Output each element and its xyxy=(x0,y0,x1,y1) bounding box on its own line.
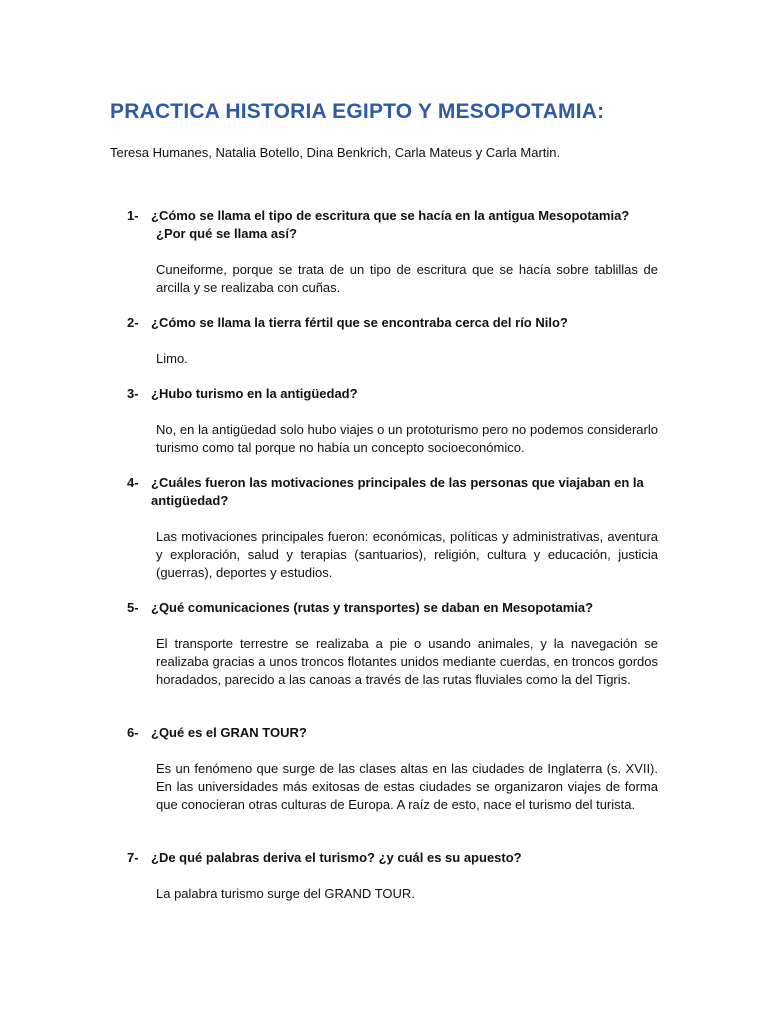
question-number: 2- xyxy=(127,315,139,330)
question-number: 5- xyxy=(127,600,139,615)
answer-3: No, en la antigüedad solo hubo viajes o un prototurismo pero no podemos considerarlo turismo como tal porque no había un concepto socioeconómico. xyxy=(156,422,658,455)
answer-7: La palabra turismo surge del GRAND TOUR. xyxy=(156,886,415,901)
question-number: 6- xyxy=(127,725,139,740)
answer-1: Cuneiforme, porque se trata de un tipo de escritura que se hacía sobre tablillas de arcilla y se realizaba con cuñas. xyxy=(156,262,658,295)
document-title: PRACTICA HISTORIA EGIPTO Y MESOPOTAMIA: xyxy=(110,100,605,123)
question-number: 7- xyxy=(127,850,139,865)
question-text: ¿Cómo se llama el tipo de escritura que se hacía en la antigua Mesopotamia? xyxy=(151,208,630,223)
question-number: 1- xyxy=(127,208,139,223)
answer-5: El transporte terrestre se realizaba a pie o usando animales, y la navegación se realizaba gracias a unos troncos flotantes unidos mediante cuerdas, en troncos gordos horadados, parecido a las canoas a través de las rutas fluviales como la del Tigris. xyxy=(156,636,658,687)
question-text: ¿Qué es el GRAN TOUR? xyxy=(151,725,307,740)
question-text: ¿Hubo turismo en la antigüedad? xyxy=(151,386,358,401)
answer-2: Limo. xyxy=(156,351,188,366)
question-text: ¿Qué comunicaciones (rutas y transportes) se daban en Mesopotamia? xyxy=(151,600,594,615)
question-text: ¿Cómo se llama la tierra fértil que se encontraba cerca del río Nilo? xyxy=(151,315,568,330)
question-number: 4- xyxy=(127,475,139,490)
answer-4: Las motivaciones principales fueron: económicas, políticas y administrativas, aventura y exploración, salud y terapias (santuarios), religión, cultura y educación, justicia (guerras), deportes y estudios. xyxy=(156,529,658,580)
question-text: ¿Cuáles fueron las motivaciones principales de las personas que viajaban en la xyxy=(151,475,644,490)
answer-6: Es un fenómeno que surge de las clases altas en las ciudades de Inglaterra (s. XVII). En las universidades más exitosas de estas ciudades se organizaron viajes de forma que conocieran otras culturas de Europa. A raíz de esto, nace el turismo del turista. xyxy=(156,761,658,812)
question-number: 3- xyxy=(127,386,139,401)
question-text-continued: ¿Por qué se llama así? xyxy=(156,226,297,241)
question-text-continued: antigüedad? xyxy=(151,493,229,508)
authors-line: Teresa Humanes, Natalia Botello, Dina Benkrich, Carla Mateus y Carla Martin. xyxy=(110,145,561,160)
question-text: ¿De qué palabras deriva el turismo? ¿y cuál es su apuesto? xyxy=(151,850,522,865)
